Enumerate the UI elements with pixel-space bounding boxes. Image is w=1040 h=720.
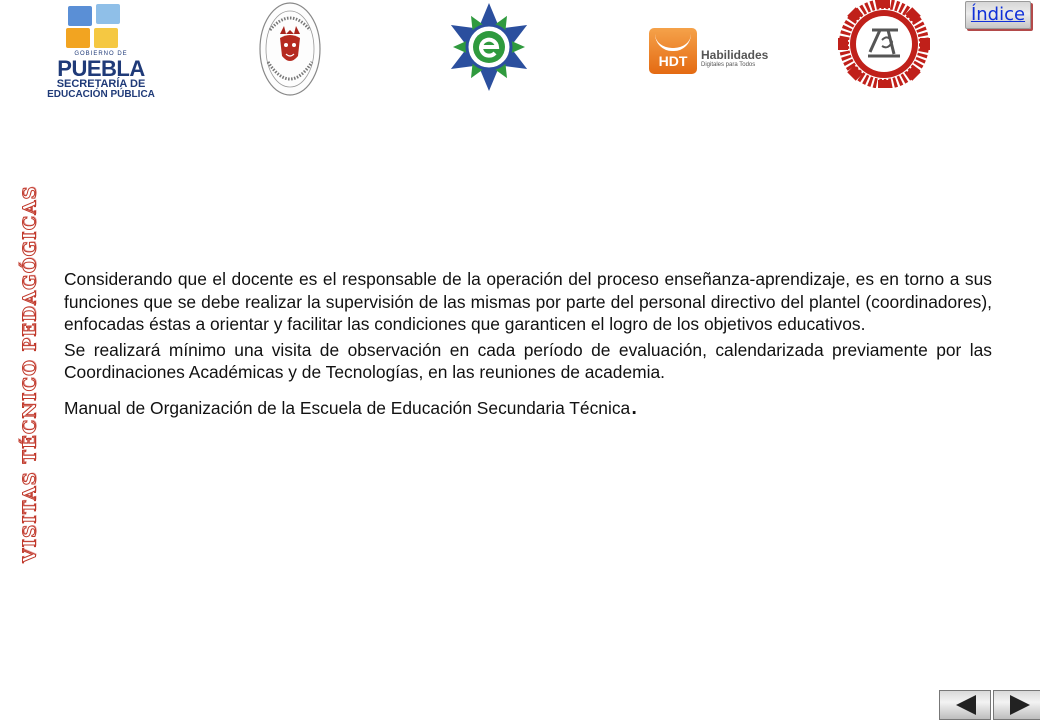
hdt-badge-icon	[649, 28, 697, 74]
escuelas-secundarias-tecnicas-seal	[258, 0, 322, 98]
puebla-government-logo	[40, 2, 162, 100]
puebla-sep-text: EDUCACIÓN PÚBLICA	[47, 89, 155, 100]
paragraph-1: Considerando que el docente es el responsable de la operación del proceso enseñanza-aprendizaje, es en torno a sus funciones que se debe realizar la supervisión de las mismas por parte del personal directivo del plantel (coordinadores), enfocadas éstas a orientar y facilitar las condiciones que garanticen el logro de los objetivos educativos.	[64, 269, 992, 334]
side-title-text: VISITAS TÉCNICO PEDAGÓGICAS	[19, 185, 41, 563]
triangle-right-icon	[1008, 694, 1032, 716]
puebla-name-text: PUEBLA	[57, 56, 145, 81]
logo-strip	[0, 0, 1040, 110]
gear-est-logo	[834, 0, 934, 88]
previous-slide-button[interactable]	[939, 690, 991, 720]
hdt-name-text: Habilidades	[701, 48, 769, 62]
index-button[interactable]: Índice	[965, 1, 1031, 29]
puebla-gobierno-text: GOBIERNO DE	[74, 51, 128, 57]
hdt-badge-text: HDT	[658, 53, 688, 69]
reference-line	[64, 388, 992, 420]
puebla-secretaria-text: SECRETARÍA DE	[56, 78, 146, 90]
triangle-left-icon	[954, 694, 978, 716]
puebla-tiles-icon	[66, 4, 122, 50]
reference-text: Manual de Organización de la Escuela de Educación Secundaria Técnica	[64, 397, 631, 418]
next-slide-button[interactable]	[993, 690, 1040, 720]
main-content	[64, 268, 992, 419]
star-e-logo	[441, 2, 537, 92]
paragraph-2: Se realizará mínimo una visita de observación en cada período de evaluación, calendarizada previamente por las Coordinaciones Académicas y de Tecnologías, en las reuniones de academia.	[64, 339, 992, 382]
hdt-habilidades-digitales-logo	[649, 28, 769, 76]
reference-period: .	[630, 388, 638, 420]
hdt-tagline-text: Digitales para Todos	[701, 62, 756, 68]
